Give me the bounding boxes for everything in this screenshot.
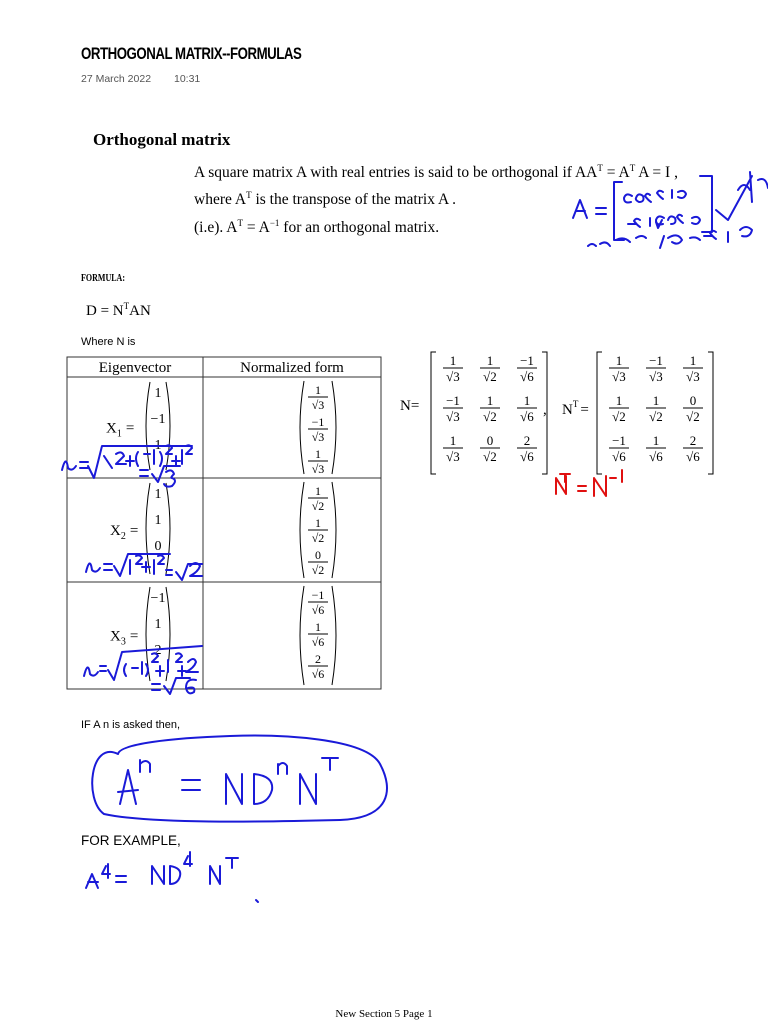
handwritten-nt-equals-n-inverse bbox=[556, 470, 622, 496]
matrix-entry-numerator: 1 bbox=[652, 393, 660, 408]
matrix-entry-numerator: 1 bbox=[486, 353, 494, 368]
vector-entry: −1 bbox=[150, 591, 166, 606]
definition-line-1: A square matrix A with real entries is said to be orthogonal if $AA^T = A^T$ A = I , bbox=[194, 163, 678, 182]
formula-label: FORMULA: bbox=[81, 273, 125, 284]
matrix-entry-numerator: 2 bbox=[689, 433, 697, 448]
normalized-entry-numerator: 1 bbox=[315, 620, 321, 634]
matrix-separator: , bbox=[543, 402, 547, 418]
handwritten-rotation-matrix bbox=[573, 172, 768, 248]
normalized-entry-denominator: √2 bbox=[311, 531, 325, 545]
matrix-entry-numerator: 1 bbox=[449, 433, 457, 448]
matrix-entry-numerator: 1 bbox=[486, 393, 494, 408]
page-title: ORTHOGONAL MATRIX--FORMULAS bbox=[81, 44, 302, 63]
matrix-entry-denominator: √6 bbox=[686, 449, 700, 464]
matrix-entry-denominator: √6 bbox=[649, 449, 663, 464]
handwritten-norm-2 bbox=[86, 554, 202, 580]
matrix-entry-denominator: √3 bbox=[446, 369, 460, 384]
matrix-entry-denominator: √2 bbox=[483, 449, 497, 464]
normalized-entry-denominator: √2 bbox=[311, 499, 325, 513]
matrix-entry-denominator: √2 bbox=[612, 409, 626, 424]
normalized-entry-numerator: −1 bbox=[311, 415, 325, 429]
normalized-entry-denominator: √3 bbox=[311, 430, 325, 444]
formula-equation: $D = N^TAN$ bbox=[86, 301, 151, 319]
matrix-entry-denominator: √2 bbox=[649, 409, 663, 424]
normalized-entry-denominator: √2 bbox=[311, 563, 325, 577]
ask-text: IF A n is asked then, bbox=[81, 719, 181, 731]
nt-label: $N^T$ = bbox=[562, 399, 589, 418]
normalized-entry-numerator: 1 bbox=[315, 383, 321, 397]
matrix-entry-denominator: √2 bbox=[483, 369, 497, 384]
matrix-entry-denominator: √6 bbox=[520, 449, 534, 464]
where-text: Where N is bbox=[81, 336, 136, 348]
matrix-entry-denominator: √6 bbox=[612, 449, 626, 464]
normalized-entry-denominator: √6 bbox=[311, 603, 325, 617]
matrix-entry-denominator: √3 bbox=[686, 369, 700, 384]
matrix-entry-denominator: √6 bbox=[520, 409, 534, 424]
vector-entry: 1 bbox=[154, 438, 162, 453]
handwritten-norm-3 bbox=[84, 646, 202, 694]
vector-entry: 1 bbox=[154, 386, 162, 401]
normalized-entry-numerator: 1 bbox=[315, 447, 321, 461]
handwritten-power-formula bbox=[92, 736, 387, 822]
vector-entry: 1 bbox=[154, 487, 162, 502]
normalized-entry-numerator: −1 bbox=[311, 588, 325, 602]
matrix-entry-denominator: √3 bbox=[446, 409, 460, 424]
handwritten-norm-1 bbox=[62, 445, 192, 486]
table-header-eigenvector: Eigenvector bbox=[98, 360, 172, 376]
matrix-entry-denominator: √2 bbox=[686, 409, 700, 424]
matrix-entry-numerator: 1 bbox=[615, 353, 623, 368]
normalized-entry-denominator: √3 bbox=[311, 398, 325, 412]
normalized-entry-numerator: 2 bbox=[315, 652, 321, 666]
normalized-entry-numerator: 0 bbox=[315, 548, 321, 562]
matrix-entry-numerator: 1 bbox=[615, 393, 623, 408]
page-time: 10:31 bbox=[174, 73, 201, 85]
page-date: 27 March 2022 bbox=[81, 73, 152, 85]
matrix-entry-denominator: √6 bbox=[520, 369, 534, 384]
example-text: FOR EXAMPLE, bbox=[81, 833, 181, 848]
normalized-entry-denominator: √3 bbox=[311, 462, 325, 476]
vector-entry: 1 bbox=[154, 617, 162, 632]
handwritten-example-formula bbox=[86, 852, 258, 902]
vector-entry: 0 bbox=[154, 539, 162, 554]
matrix-entry-numerator: 0 bbox=[486, 433, 494, 448]
normalized-entry-numerator: 1 bbox=[315, 516, 321, 530]
matrix-entry-denominator: √2 bbox=[483, 409, 497, 424]
matrix-entry-numerator: −1 bbox=[612, 433, 626, 448]
matrix-entry-denominator: √3 bbox=[446, 449, 460, 464]
matrix-entry-numerator: 0 bbox=[689, 393, 697, 408]
vector-entry: 2 bbox=[154, 643, 162, 658]
matrix-entry-denominator: √3 bbox=[612, 369, 626, 384]
matrix-entry-denominator: √3 bbox=[649, 369, 663, 384]
vector-entry: −1 bbox=[150, 412, 166, 427]
definition-line-3: (i.e). $A^T = A^{-1}$ for an orthogonal matrix. bbox=[194, 218, 440, 237]
matrix-entry-numerator: 1 bbox=[689, 353, 697, 368]
section-heading: Orthogonal matrix bbox=[93, 130, 231, 149]
definition-line-2: where $A^T$ is the transpose of the matrix A . bbox=[194, 190, 457, 209]
table-header-normalized: Normalized form bbox=[240, 360, 344, 376]
eigenvector-label: $X_2$ = bbox=[110, 523, 139, 542]
matrix-entry-numerator: −1 bbox=[649, 353, 663, 368]
normalized-entry-numerator: 1 bbox=[315, 484, 321, 498]
eigenvector-label: $X_3$ = bbox=[110, 628, 139, 648]
matrix-entry-numerator: 1 bbox=[523, 393, 531, 408]
matrix-entry-numerator: 2 bbox=[523, 433, 531, 448]
matrix-entry-numerator: 1 bbox=[449, 353, 457, 368]
normalized-entry-denominator: √6 bbox=[311, 635, 325, 649]
eigenvector-label: $X_1$ = bbox=[106, 420, 135, 440]
normalized-entry-denominator: √6 bbox=[311, 667, 325, 681]
n-label: N= bbox=[400, 398, 420, 414]
vector-entry: 1 bbox=[154, 513, 162, 528]
page-footer: New Section 5 Page 1 bbox=[335, 1008, 433, 1020]
matrix-entry-numerator: 1 bbox=[652, 433, 660, 448]
matrix-entry-numerator: −1 bbox=[520, 353, 534, 368]
matrix-entry-numerator: −1 bbox=[446, 393, 460, 408]
